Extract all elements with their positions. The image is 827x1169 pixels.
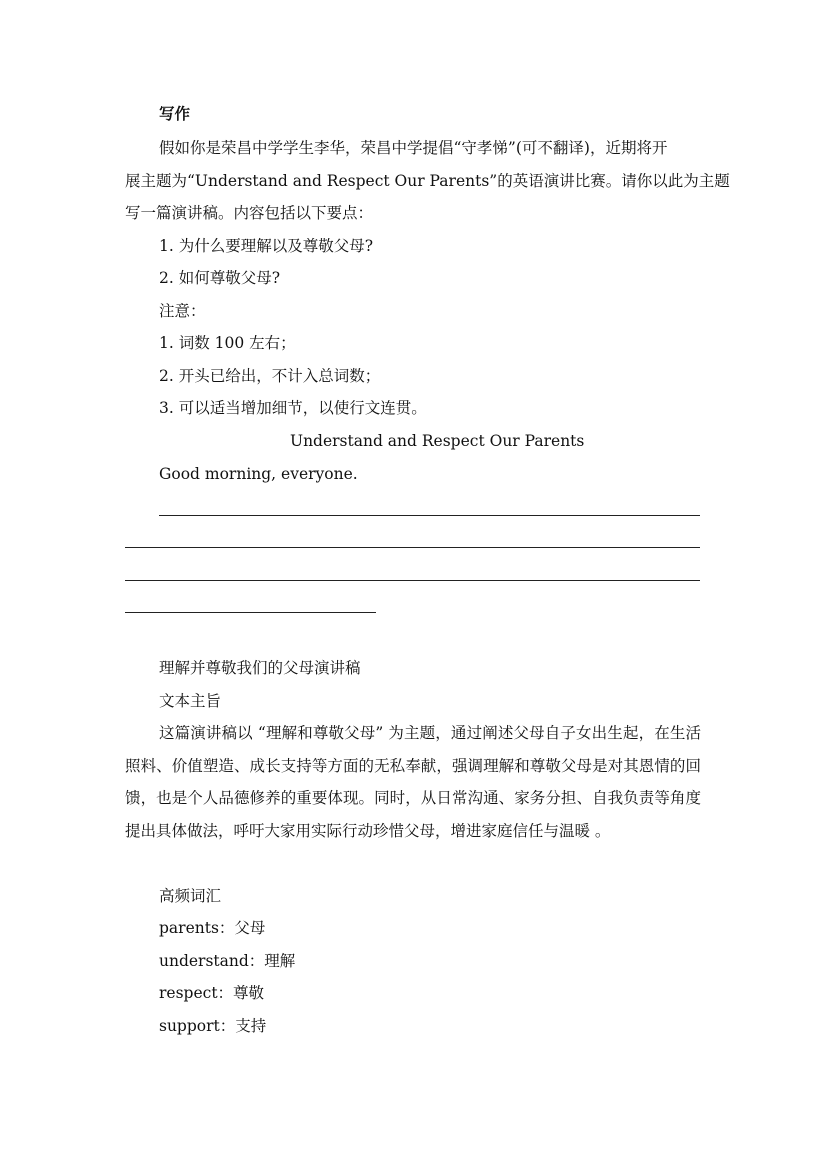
essay-opening: Good morning, everyone. [159,465,358,483]
note-1: 1. 词数 100 左右； [159,334,296,352]
section-heading: 写作 [159,104,191,123]
answer-line-3 [125,580,700,581]
vocab-item: support：支持 [159,1017,267,1035]
theme-paragraph: 这篇演讲稿以 “理解和尊敬父母” 为主题，通过阐述父母自子女出生起，在生活照料、价值塑造、成长支持等方面的无私奉献，强调理解和尊敬父母是对其恩情的回馈，也是个人品德修养的重要体现。同时，从日常沟通、家务分担、自我负责等角度提出具体做法，呼吁大家用实际行动珍惜父母，增进家庭信任与温暖 。 [125,724,701,840]
requirement-point-1: 1. 为什么要理解以及尊敬父母? [159,237,374,255]
prompt-line-3: 写一篇演讲稿。内容包括以下要点： [125,204,374,222]
vocab-item: parents：父母 [159,919,266,937]
requirement-point-2: 2. 如何尊敬父母? [159,269,281,287]
vocab-label: 高频词汇 [159,887,222,905]
note-2: 2. 开头已给出，不计入总词数； [159,367,381,385]
notes-label: 注意： [159,302,206,320]
prompt-line-2: 展主题为“Understand and Respect Our Parents”的英语演讲比赛。请你以此为主题 [125,172,730,190]
answer-line-1 [159,515,700,516]
answer-title: 理解并尊敬我们的父母演讲稿 [159,659,361,677]
vocab-item: understand：理解 [159,952,296,970]
prompt-line-1: 假如你是荣昌中学学生李华，荣昌中学提倡“守孝悌”(可不翻译)，近期将开 [159,139,668,157]
answer-line-4 [125,612,376,613]
answer-line-2 [125,547,700,548]
essay-title: Understand and Respect Our Parents [290,432,585,450]
theme-label: 文本主旨 [159,692,222,710]
note-3: 3. 可以适当增加细节，以使行文连贯。 [159,399,427,417]
vocab-item: respect：尊敬 [159,984,265,1002]
